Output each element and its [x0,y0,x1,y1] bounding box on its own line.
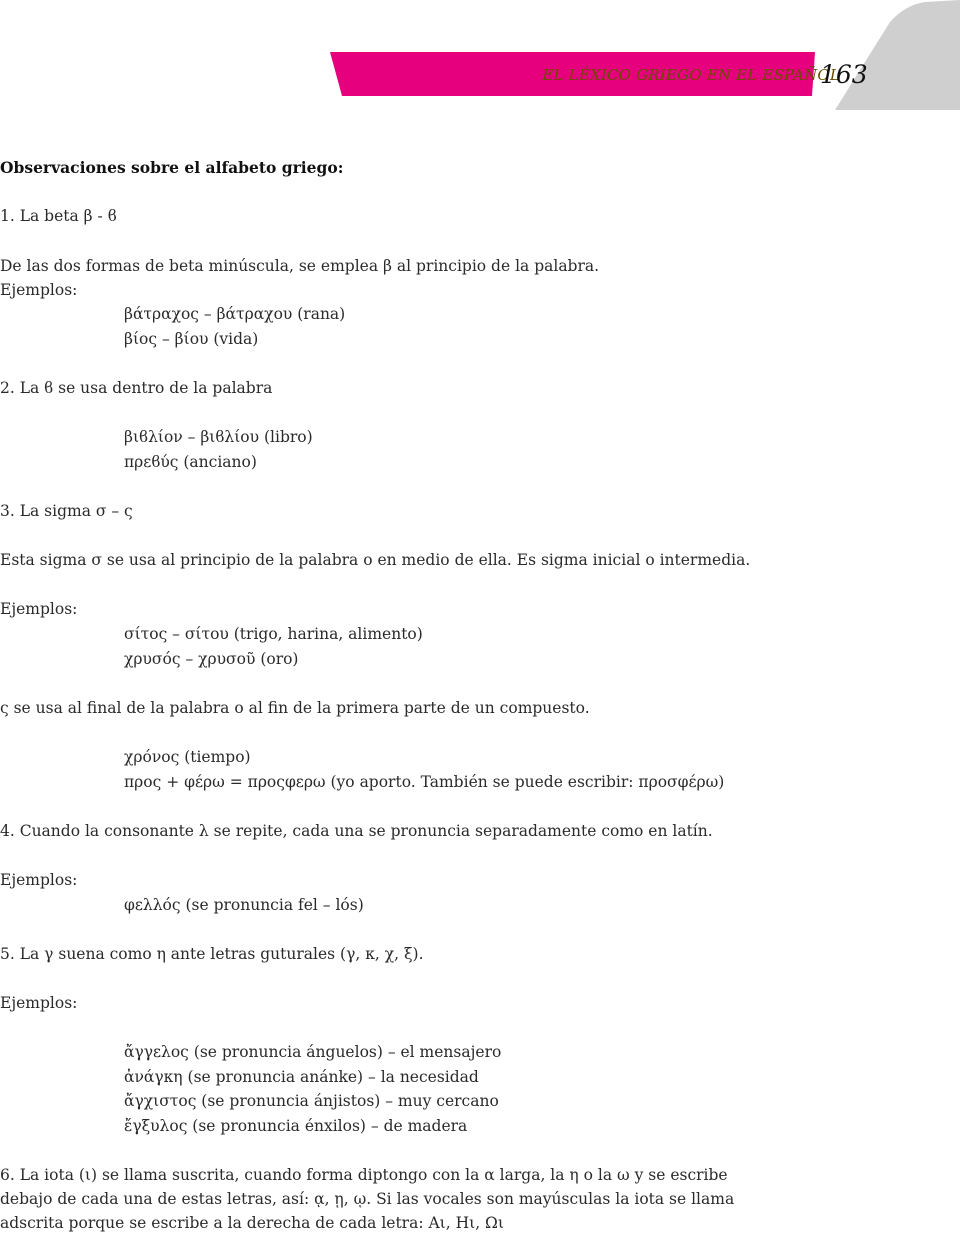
item-3-title: 3. La sigma σ – ς [0,502,133,520]
example-line: φελλός (se pronuncia fel – lós) [124,896,364,914]
item-6-line-3: adscrita porque se escribe a la derecha de cada letra: Αι, Ηι, Ωι [0,1214,504,1232]
example-line: χρυσός – χρυσοῦ (oro) [124,650,299,668]
running-title: EL LÉXICO GRIEGO EN EL ESPAÑOL [542,66,840,84]
example-line: βάτραχος – βάτραχου (rana) [124,305,346,323]
item-6-line-2: debajo de cada una de estas letras, así: ᾳ, ῃ, ῳ. Si las vocales son mayúsculas la iota se llama [0,1190,735,1208]
page-number: 163 [820,60,868,89]
ejemplos-label: Ejemplos: [0,994,78,1012]
example-line: πρεϐύς (anciano) [124,453,257,471]
example-line: βίος – βίου (vida) [124,330,259,348]
ejemplos-label: Ejemplos: [0,871,78,889]
item-3-text: Esta sigma σ se usa al principio de la palabra o en medio de ella. Es sigma inicial o intermedia. [0,551,751,569]
ejemplos-label: Ejemplos: [0,600,78,618]
ejemplos-label: Ejemplos: [0,281,78,299]
item-5-title: 5. La γ suena como η ante letras guturales (γ, κ, χ, ξ). [0,945,424,963]
item-2-title: 2. La ϐ se usa dentro de la palabra [0,379,273,397]
example-line: χρόνος (tiempo) [124,748,251,766]
example-line: βιϐλίον – βιϐλίου (libro) [124,428,313,446]
example-line: σίτος – σίτου (trigo, harina, alimento) [124,625,423,643]
gray-swoosh [835,0,960,110]
header-band [0,0,960,110]
example-line: ἄγγελος (se pronuncia ánguelos) – el mensajero [124,1043,502,1061]
item-6-line-1: 6. La iota (ι) se llama suscrita, cuando forma diptongo con la α larga, la η o la ω y se escribe [0,1166,728,1184]
item-4-title: 4. Cuando la consonante λ se repite, cada una se pronuncia separadamente como en latín. [0,822,713,840]
example-line: ἔγξυλος (se pronuncia énxilos) – de madera [124,1117,468,1135]
item-1-title: 1. La beta β - ϐ [0,207,117,225]
example-line: ἄγχιστος (se pronuncia ánjistos) – muy cercano [124,1092,499,1110]
item-3-text-2: ς se usa al final de la palabra o al fin de la primera parte de un compuesto. [0,699,590,717]
example-line: προς + φέρω = προςφερω (yo aporto. También se puede escribir: προσφέρω) [124,773,725,791]
item-1-text: De las dos formas de beta minúscula, se emplea β al principio de la palabra. [0,257,600,275]
section-heading: Observaciones sobre el alfabeto griego: [0,158,344,177]
example-line: ἀνάγκη (se pronuncia anánke) – la necesidad [124,1068,479,1086]
